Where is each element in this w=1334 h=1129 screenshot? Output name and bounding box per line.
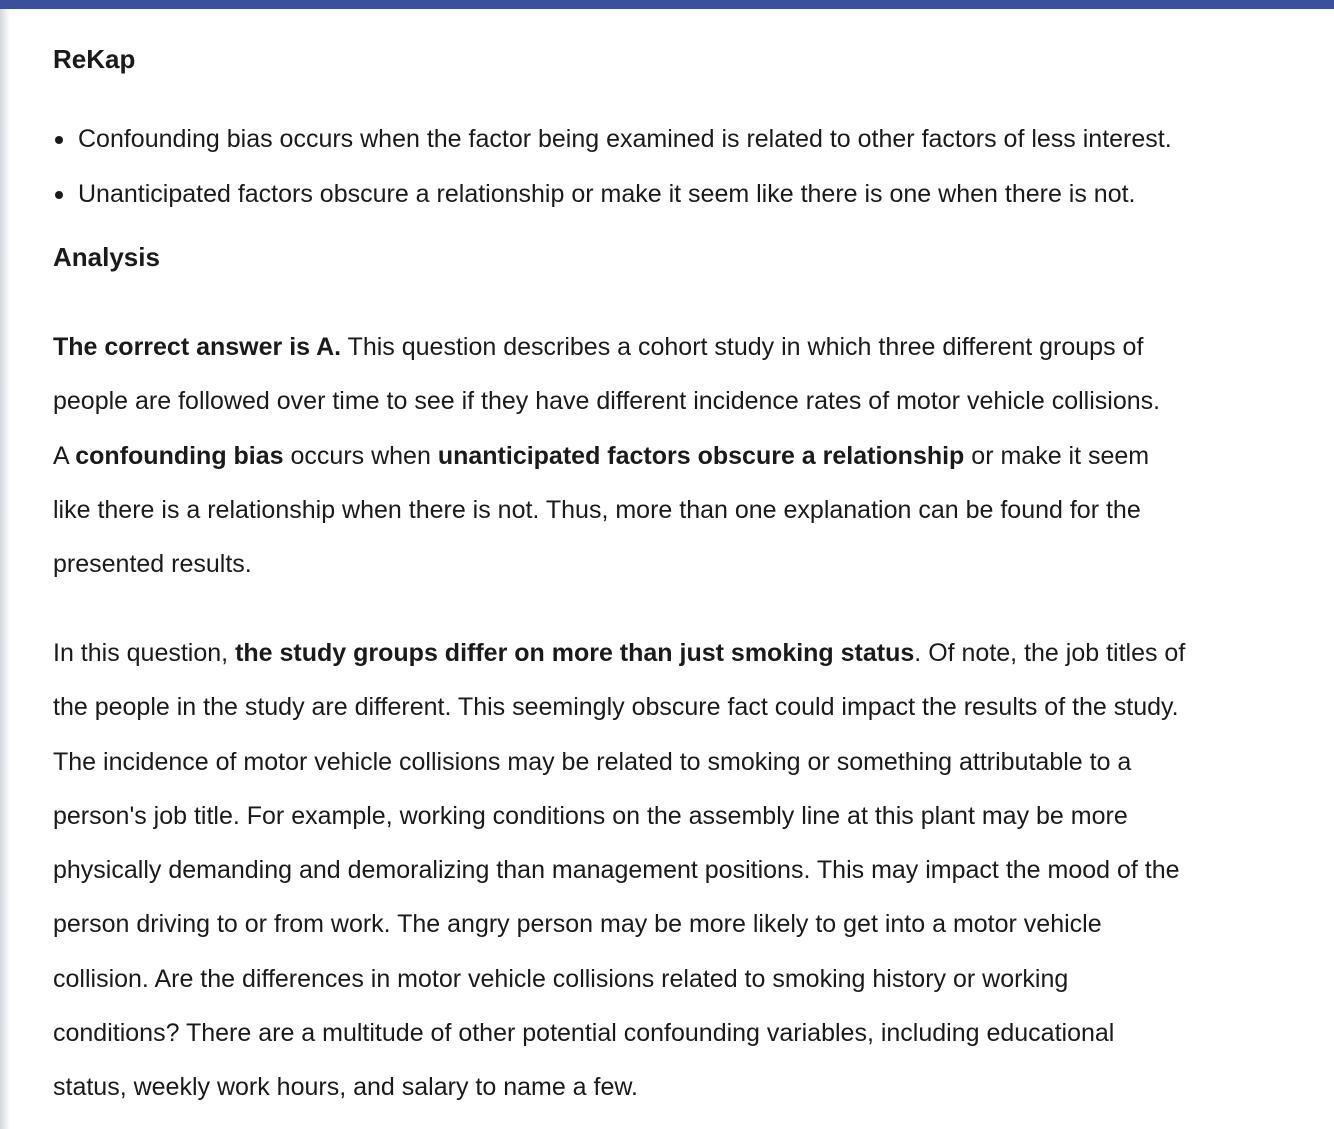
paragraph-line: like there is a relationship when there is not. Thus, more than one explanation can be found for the [53, 495, 1141, 524]
key-term-confounding-bias: confounding bias [75, 441, 284, 470]
paragraph-line: conditions? There are a multitude of other potential confounding variables, including educational [53, 1019, 1115, 1048]
paragraph-line: person's job title. For example, working conditions on the assembly line at this plant may be more [53, 801, 1128, 830]
paragraph-line: people are followed over time to see if they have different incidence rates of motor vehicle collisions. [53, 387, 1161, 416]
paragraph-line: the people in the study are different. This seemingly obscure fact could impact the results of the study. [53, 693, 1179, 722]
analysis-paragraph-2 [53, 626, 1303, 1115]
paragraph-line: The incidence of motor vehicle collisions may be related to smoking or something attributable to a [53, 747, 1132, 776]
rekap-bullet-text: Unanticipated factors obscure a relationship or make it seem like there is one when there is not. [78, 180, 1136, 208]
rekap-heading: ReKap [53, 44, 136, 74]
key-phrase-study-groups-differ: the study groups differ on more than just smoking status [235, 639, 915, 667]
paragraph-line: collision. Are the differences in motor vehicle collisions related to smoking history or working [53, 964, 1069, 993]
key-phrase-unanticipated-factors: unanticipated factors obscure a relationship [437, 441, 965, 470]
rekap-bullet-item [53, 167, 1172, 222]
left-edge-shadow [0, 9, 10, 1129]
paragraph-line: The correct answer is A. This question describes a cohort study in which three different groups of [53, 333, 1144, 361]
top-accent-bar [0, 0, 1334, 9]
correct-answer-statement: The correct answer is A. [53, 333, 342, 361]
analysis-paragraph-1 [53, 320, 1303, 591]
paragraph-line: presented results. [53, 550, 252, 579]
rekap-bullet-item [53, 112, 1172, 167]
paragraph-line: A confounding bias occurs when unanticipated factors obscure a relationship or make it seem [53, 441, 1150, 470]
rekap-bullet-text: Confounding bias occurs when the factor being examined is related to other factors of less interest. [78, 125, 1172, 153]
bullet-dot-icon [55, 191, 63, 199]
paragraph-line: status, weekly work hours, and salary to name a few. [53, 1073, 638, 1102]
rekap-bullet-list [53, 112, 1172, 222]
analysis-heading: Analysis [53, 242, 160, 272]
paragraph-line: person driving to or from work. The angry person may be more likely to get into a motor vehicle [53, 910, 1102, 939]
bullet-dot-icon [55, 136, 63, 144]
paragraph-line: physically demanding and demoralizing than management positions. This may impact the mood of the [53, 856, 1180, 885]
paragraph-line: In this question, the study groups differ on more than just smoking status. Of note, the job titles of [53, 639, 1186, 667]
